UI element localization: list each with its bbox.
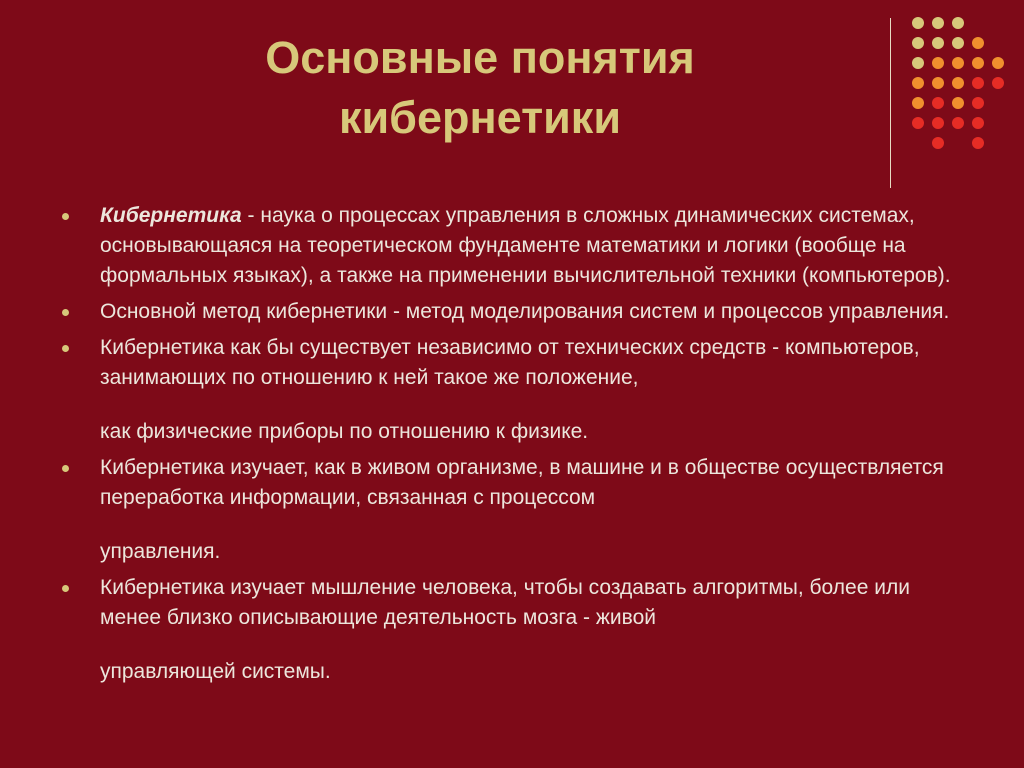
bullet-item: [62, 333, 962, 447]
bullet-marker: [62, 465, 69, 472]
bullet-text: Кибернетика как бы существует независимо от технических средств - компьютеров, занимающих по отношению к ней такое же положение,: [100, 336, 920, 389]
decorative-dot: [932, 137, 944, 149]
decorative-dot: [992, 77, 1004, 89]
decorative-dot: [992, 57, 1004, 69]
decorative-dot: [912, 117, 924, 129]
decorative-dot: [952, 57, 964, 69]
decorative-dot: [952, 117, 964, 129]
bullet-tail: управляющей системы.: [100, 660, 331, 683]
bullet-list: [62, 201, 962, 687]
bullet-item: [62, 573, 962, 687]
bullet-marker: [62, 309, 69, 316]
decorative-dot: [952, 17, 964, 29]
bullet-tail: управления.: [100, 540, 221, 563]
bullet-marker: [62, 345, 69, 352]
decorative-dot-grid: [0, 0, 1024, 200]
decorative-dot: [952, 77, 964, 89]
bullet-item: [62, 453, 962, 567]
decorative-dot: [932, 57, 944, 69]
title-line-1: Основные понятия: [265, 32, 695, 83]
bullet-text: Кибернетика изучает, как в живом организме, в машине и в обществе осуществляется переработка информации, связанная с процессом: [100, 456, 944, 509]
decorative-dot: [932, 77, 944, 89]
decorative-dot: [972, 117, 984, 129]
bullet-marker: [62, 213, 69, 220]
decorative-dot: [972, 57, 984, 69]
decorative-dot: [972, 97, 984, 109]
bullet-item: [62, 201, 962, 291]
decorative-dot: [932, 37, 944, 49]
decorative-dot: [912, 77, 924, 89]
bullet-tail: как физические приборы по отношению к физике.: [100, 420, 589, 443]
bullet-text: Основной метод кибернетики - метод моделирования систем и процессов управления.: [100, 300, 950, 323]
decorative-dot: [912, 97, 924, 109]
bullet-text: Кибернетика изучает мышление человека, чтобы создавать алгоритмы, более или менее близко описывающие деятельность мозга - живой: [100, 576, 910, 629]
title-line-2: кибернетики: [339, 92, 621, 143]
decorative-dot: [952, 37, 964, 49]
decorative-dot: [972, 77, 984, 89]
decorative-dot: [912, 57, 924, 69]
decorative-dot: [952, 97, 964, 109]
decorative-dot: [972, 37, 984, 49]
decorative-dot: [932, 17, 944, 29]
decorative-dot: [912, 37, 924, 49]
bullet-term: Кибернетика: [100, 204, 242, 227]
bullet-text: - наука о процессах управления в сложных динамических системах, основывающаяся на теоретическом фундаменте математики и логики (вообще на формальных языках), а также на применении вычислительной техники (компьютеров).: [100, 204, 951, 287]
bullet-item: [62, 297, 962, 327]
decorative-dot: [972, 137, 984, 149]
bullet-marker: [62, 585, 69, 592]
decorative-dot: [912, 17, 924, 29]
decorative-dot: [932, 117, 944, 129]
decorative-dot: [932, 97, 944, 109]
